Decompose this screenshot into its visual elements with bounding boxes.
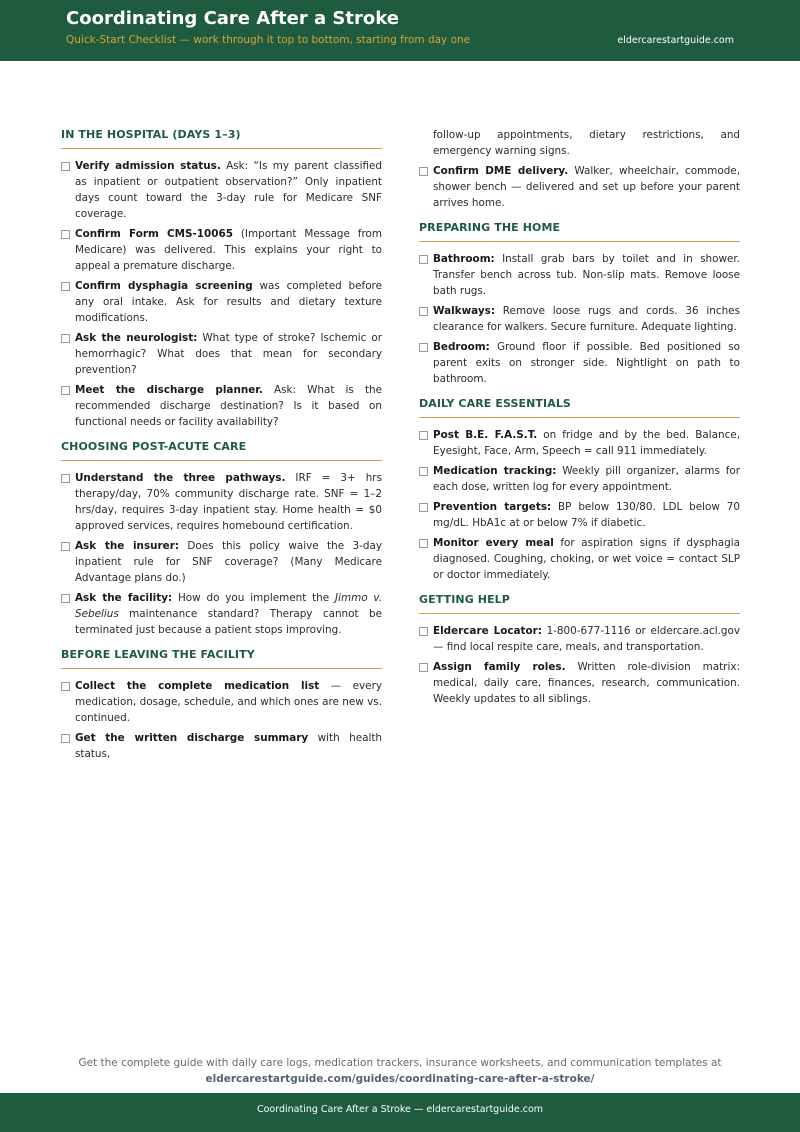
checklist-item[interactable]: Prevention targets: BP below 130/80. LDL below 70 mg/dL. HbA1c at or below 7% if diabetic.: [419, 499, 740, 531]
checklist-item[interactable]: Eldercare Locator: 1-800-677-1116 or eldercare.acl.gov — find local respite care, meals, and transportation.: [419, 623, 740, 655]
section-post-acute: [61, 434, 382, 638]
checklist-item[interactable]: Confirm DME delivery. Walker, wheelchair, commode, shower bench — delivered and set up before your parent arrives home.: [419, 163, 740, 211]
section-daily-care: [419, 391, 740, 583]
checklist-item[interactable]: Verify admission status. Ask: “Is my parent classified as inpatient or outpatient observation?” Only inpatient days count toward the 3-day rule for Medicare SNF coverage.: [61, 158, 382, 222]
checkbox[interactable]: [61, 334, 70, 343]
checkbox[interactable]: [419, 343, 428, 352]
checkbox[interactable]: [61, 282, 70, 291]
section-getting-help: [419, 587, 740, 707]
checklist-item-continuation: follow-up appointments, dietary restrictions, and emergency warning signs.: [433, 129, 740, 157]
section-heading: IN THE HOSPITAL (DAYS 1–3): [61, 122, 382, 149]
checklist-item[interactable]: Confirm Form CMS-10065 (Important Message from Medicare) was delivered. This explains your right to appeal a premature discharge.: [61, 226, 382, 274]
left-column: [61, 122, 382, 766]
checkbox[interactable]: [419, 539, 428, 548]
checkbox[interactable]: [61, 682, 70, 691]
checkbox[interactable]: [419, 663, 428, 672]
section-heading: PREPARING THE HOME: [419, 215, 740, 242]
checklist-item[interactable]: Meet the discharge planner. Ask: What is the recommended discharge destination? Is it based on functional needs or facility availability?: [61, 382, 382, 430]
checklist-item[interactable]: Post B.E. F.A.S.T. on fridge and by the bed. Balance, Eyesight, Face, Arm, Speech = call 911 immediately.: [419, 427, 740, 459]
checklist-item[interactable]: Walkways: Remove loose rugs and cords. 36 inches clearance for walkers. Secure furniture. Adequate lighting.: [419, 303, 740, 335]
checklist-item[interactable]: Bathroom: Install grab bars by toilet and in shower. Transfer bench across tub. Non-slip mats. Remove loose bath rugs.: [419, 251, 740, 299]
checklist-item[interactable]: Bedroom: Ground floor if possible. Bed positioned so parent exits on stronger side. Nightlight on path to bathroom.: [419, 339, 740, 387]
checkbox[interactable]: [419, 307, 428, 316]
section-preparing-home: [419, 215, 740, 387]
checkbox[interactable]: [419, 503, 428, 512]
checkbox[interactable]: [61, 542, 70, 551]
checkbox[interactable]: [61, 734, 70, 743]
checklist-item[interactable]: Assign family roles. Written role-division matrix: medical, daily care, finances, research, communication. Weekly updates to all siblings.: [419, 659, 740, 707]
page-header: [0, 0, 800, 61]
checklist-item[interactable]: Confirm dysphagia screening was completed before any oral intake. Ask for results and dietary texture modifications.: [61, 278, 382, 326]
section-heading: DAILY CARE ESSENTIALS: [419, 391, 740, 418]
checklist-item[interactable]: Monitor every meal for aspiration signs if dysphagia diagnosed. Coughing, choking, or wet voice = contact SLP or doctor immediately.: [419, 535, 740, 583]
checklist-item[interactable]: Ask the neurologist: What type of stroke? Ischemic or hemorrhagic? What does that mean for secondary prevention?: [61, 330, 382, 378]
checklist-item[interactable]: Get the written discharge summary with health status,: [61, 730, 382, 762]
checkbox[interactable]: [419, 167, 428, 176]
section-heading: GETTING HELP: [419, 587, 740, 614]
checklist-item[interactable]: Ask the facility: How do you implement the Jimmo v. Sebelius maintenance standard? Therapy cannot be terminated just because a patient stops improving.: [61, 590, 382, 638]
footer-guide-link[interactable]: eldercarestartguide.com/guides/coordinating-care-after-a-stroke/: [205, 1073, 595, 1085]
checkbox[interactable]: [419, 467, 428, 476]
section-leaving-facility: [61, 642, 382, 762]
right-column: [419, 127, 740, 711]
section-heading: CHOOSING POST-ACUTE CARE: [61, 434, 382, 461]
checkbox[interactable]: [61, 162, 70, 171]
checkbox[interactable]: [61, 594, 70, 603]
footer-bar-text: Coordinating Care After a Stroke — eldercarestartguide.com: [256, 1104, 544, 1115]
page-title: Coordinating Care After a Stroke: [66, 8, 399, 29]
footer-note: [0, 1055, 800, 1087]
section-heading: BEFORE LEAVING THE FACILITY: [61, 642, 382, 669]
checklist-item[interactable]: Ask the insurer: Does this policy waive the 3-day inpatient rule for SNF coverage? (Many Medicare Advantage plans do.): [61, 538, 382, 586]
footer-note-text: Get the complete guide with daily care logs, medication trackers, insurance worksheets, and communication templates at: [78, 1057, 722, 1069]
section-hospital: [61, 122, 382, 430]
checklist-item[interactable]: Understand the three pathways. IRF = 3+ hrs therapy/day, 70% community discharge rate. SNF = 1–2 hrs/day, requires 3-day inpatient stay. Home health = $0 approved services, requires homebound certification.: [61, 470, 382, 534]
footer-bar: [0, 1093, 800, 1132]
checkbox[interactable]: [419, 255, 428, 264]
checklist-item[interactable]: Medication tracking: Weekly pill organizer, alarms for each dose, written log for every appointment.: [419, 463, 740, 495]
checkbox[interactable]: [61, 474, 70, 483]
checkbox[interactable]: [419, 431, 428, 440]
checklist-item[interactable]: Collect the complete medication list — every medication, dosage, schedule, and which ones are new vs. continued.: [61, 678, 382, 726]
checkbox[interactable]: [61, 230, 70, 239]
header-site-link[interactable]: eldercarestartguide.com: [617, 35, 734, 46]
checkbox[interactable]: [419, 627, 428, 636]
page-subtitle: Quick-Start Checklist — work through it top to bottom, starting from day one: [66, 34, 471, 46]
checkbox[interactable]: [61, 386, 70, 395]
